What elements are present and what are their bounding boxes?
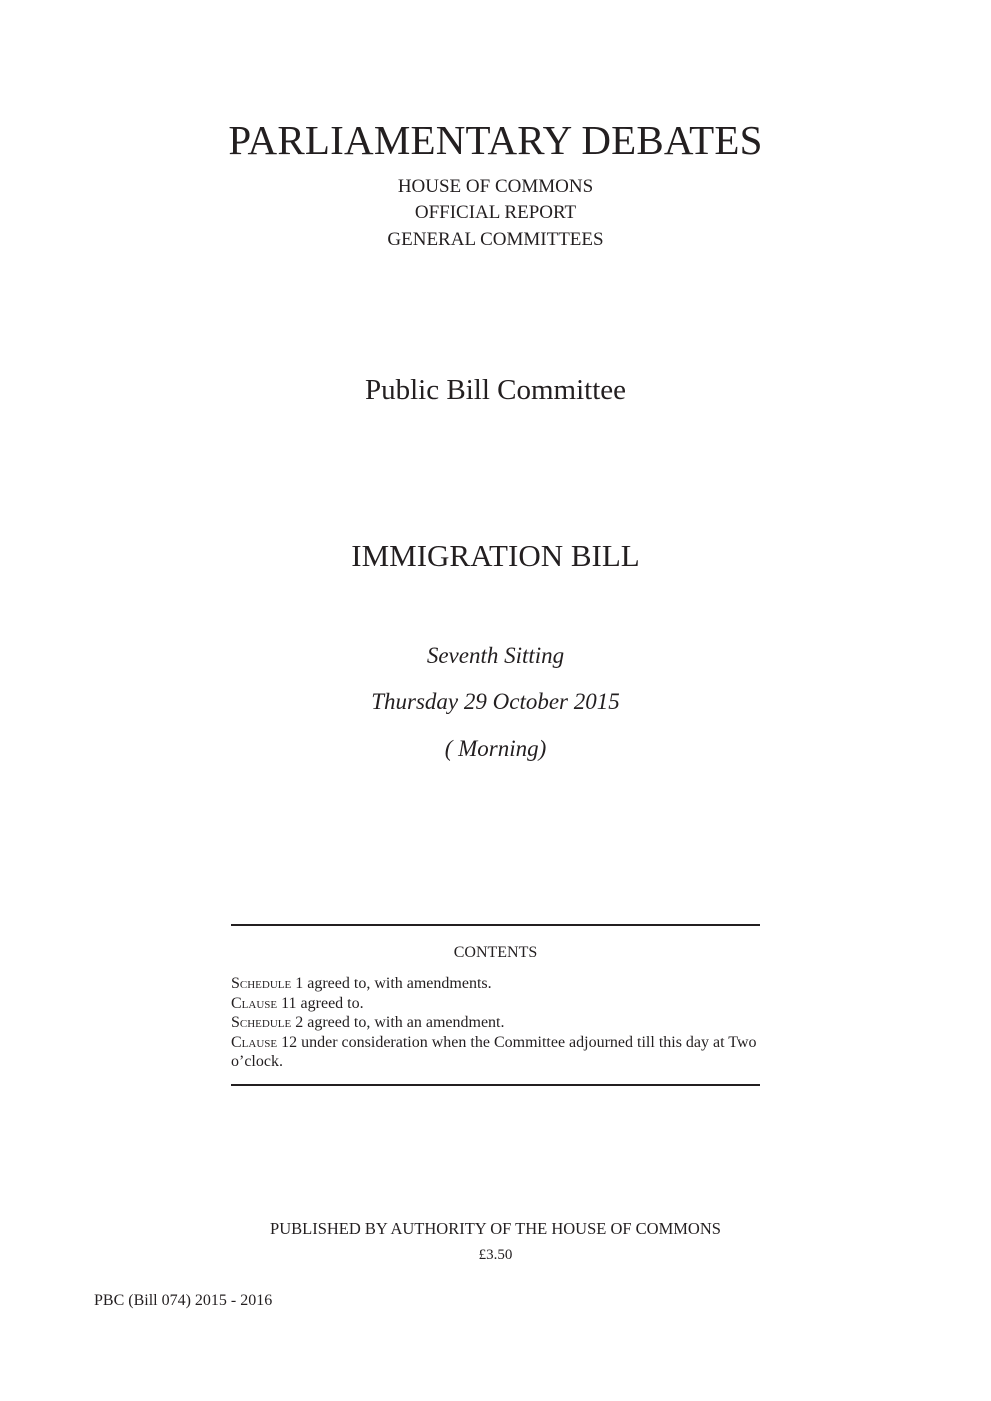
contents-item-label: Clause xyxy=(231,994,278,1012)
document-reference: PBC (Bill 074) 2015 - 2016 xyxy=(94,1292,273,1309)
contents-item-label: Schedule xyxy=(231,975,292,992)
sitting-date: Thursday 29 October 2015 xyxy=(371,689,620,714)
bill-title: IMMIGRATION BILL xyxy=(351,538,640,573)
contents-item xyxy=(231,1033,760,1072)
report-line: OFFICIAL REPORT xyxy=(414,202,577,223)
contents-item xyxy=(231,974,760,994)
contents-item xyxy=(231,994,760,1014)
sitting-session: ( Morning) xyxy=(444,736,547,761)
contents-list xyxy=(231,974,760,1072)
contents-item-text: 12 under consideration when the Committee adjourned till this day at Two o’clock. xyxy=(231,1033,757,1071)
contents-section xyxy=(231,924,760,1087)
document-title: PARLIAMENTARY DEBATES xyxy=(228,117,763,163)
contents-top-rule xyxy=(231,924,760,926)
contents-item-text: 2 agreed to, with an amendment. xyxy=(291,1014,505,1032)
contents-item xyxy=(231,1013,760,1033)
contents-item-label: Clause xyxy=(231,1033,278,1051)
contents-heading: CONTENTS xyxy=(453,944,538,961)
house-line: HOUSE OF COMMONS xyxy=(397,176,594,197)
committees-line: GENERAL COMMITTEES xyxy=(387,229,604,250)
publisher-statement: PUBLISHED BY AUTHORITY OF THE HOUSE OF COMMONS xyxy=(270,1219,721,1238)
committee-name: Public Bill Committee xyxy=(365,374,626,406)
contents-item-text: 1 agreed to, with amendments. xyxy=(291,975,492,992)
contents-item-label: Schedule xyxy=(231,1014,292,1032)
contents-bottom-rule xyxy=(231,1084,760,1086)
price: £3.50 xyxy=(478,1247,513,1263)
contents-item-text: 11 agreed to. xyxy=(277,994,364,1012)
sitting-label: Seventh Sitting xyxy=(426,643,565,668)
